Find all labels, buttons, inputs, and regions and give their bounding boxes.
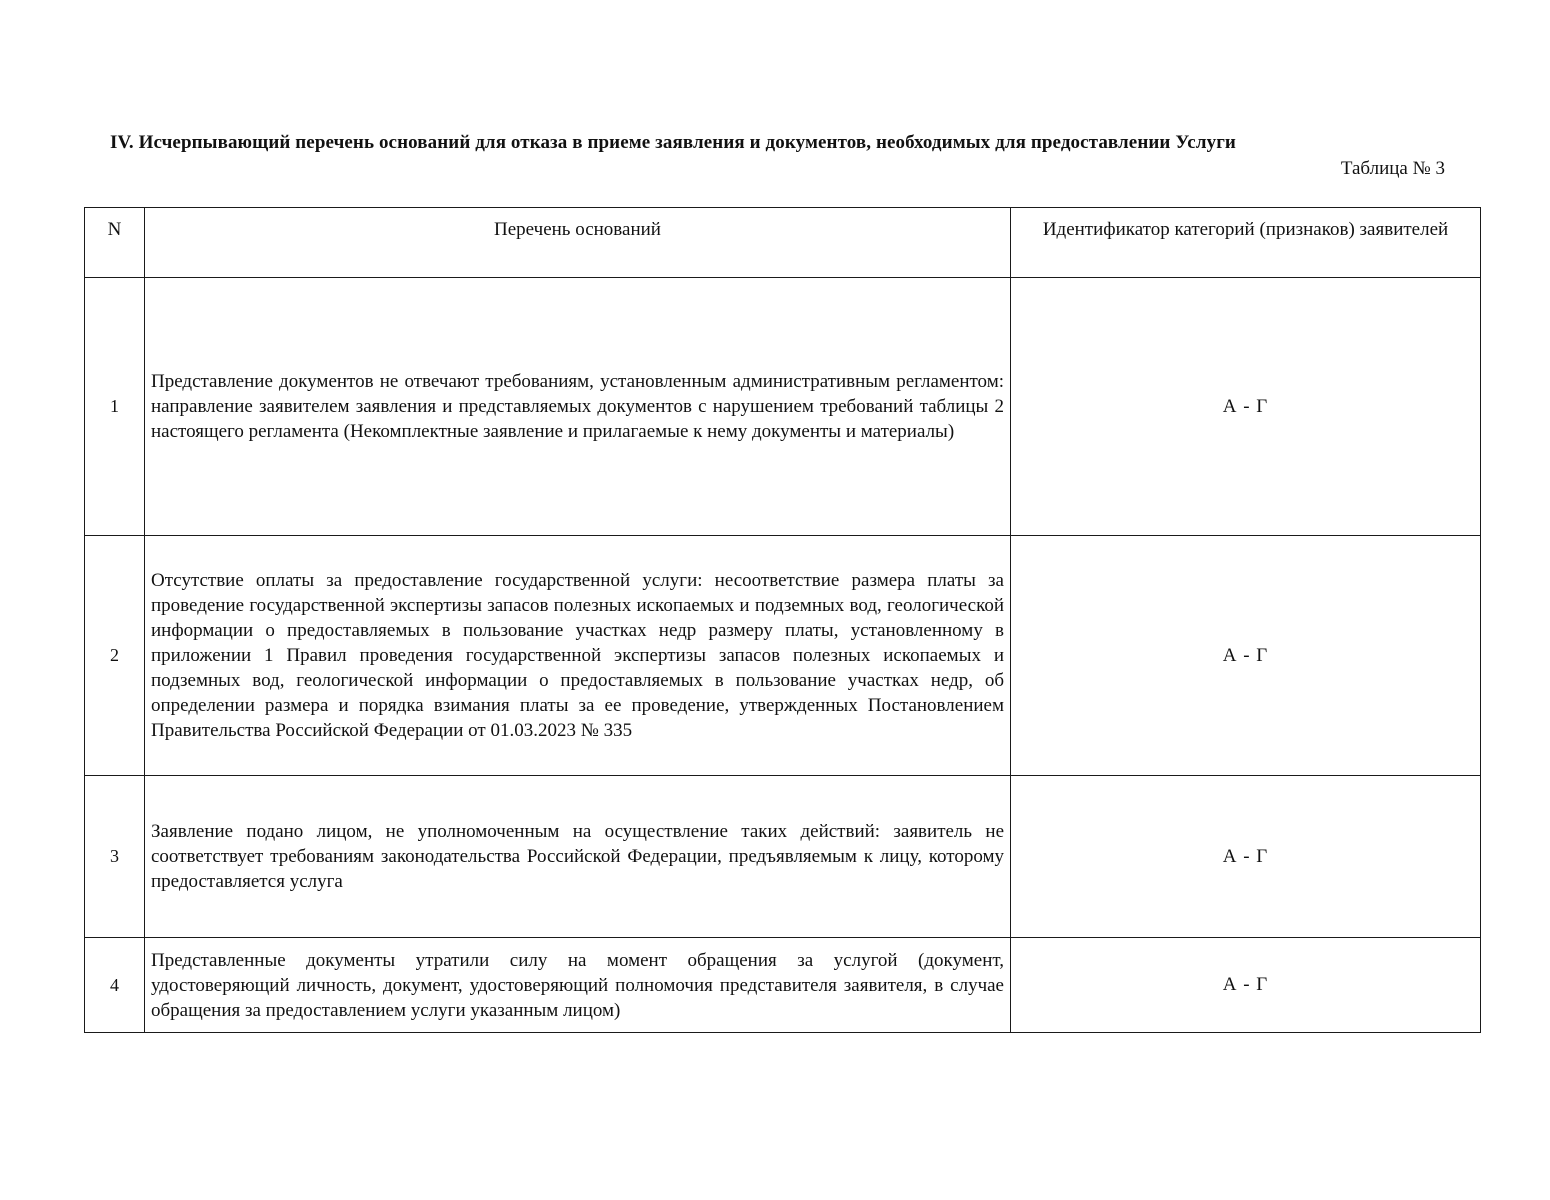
- section-title: IV. Исчерпывающий перечень оснований для отказа в приеме заявления и документов, необходимых для предоставлении Услуги: [110, 132, 1236, 153]
- table-row: [85, 278, 1481, 536]
- row-number: 3: [85, 776, 145, 938]
- row-number: 1: [85, 278, 145, 536]
- row-identifier: А - Г: [1011, 938, 1481, 1033]
- table-row: [85, 776, 1481, 938]
- row-identifier: А - Г: [1011, 536, 1481, 776]
- row-identifier: А - Г: [1011, 776, 1481, 938]
- row-number: 2: [85, 536, 145, 776]
- table-row: [85, 536, 1481, 776]
- row-basis: Представление документов не отвечают требованиям, установленным административным регламентом: направление заявителем заявления и представляемых документов с нарушением требований таблицы 2 настоящего регламента (Некомплектные заявление и прилагаемые к нему документы и материалы): [145, 278, 1011, 536]
- refusal-grounds-table: [84, 207, 1481, 1033]
- table-caption: Таблица № 3: [1340, 158, 1445, 179]
- header-basis: Перечень оснований: [145, 208, 1011, 278]
- table-header-row: [85, 208, 1481, 278]
- header-number: N: [85, 208, 145, 278]
- header-identifier: Идентификатор категорий (признаков) заявителей: [1011, 208, 1481, 278]
- row-number: 4: [85, 938, 145, 1033]
- row-basis: Представленные документы утратили силу на момент обращения за услугой (документ, удостоверяющий личность, документ, удостоверяющий полномочия представителя заявителя, в случае обращения за предоставлением услуги указанным лицом): [145, 938, 1011, 1033]
- row-basis: Заявление подано лицом, не уполномоченным на осуществление таких действий: заявитель не соответствует требованиям законодательства Российской Федерации, предъявляемым к лицу, которому предоставляется услуга: [145, 776, 1011, 938]
- row-basis: Отсутствие оплаты за предоставление государственной услуги: несоответствие размера платы за проведение государственной экспертизы запасов полезных ископаемых и подземных вод, геологической информации о предоставляемых в пользование участках недр размеру платы, установленному в приложении 1 Правил проведения государственной экспертизы запасов полезных ископаемых и подземных вод, геологической информации о предоставляемых в пользование участках недр, об определении размера и порядка взимания платы за ее проведение, утвержденных Постановлением Правительства Российской Федерации от 01.03.2023 № 335: [145, 536, 1011, 776]
- table-row: [85, 938, 1481, 1033]
- row-identifier: А - Г: [1011, 278, 1481, 536]
